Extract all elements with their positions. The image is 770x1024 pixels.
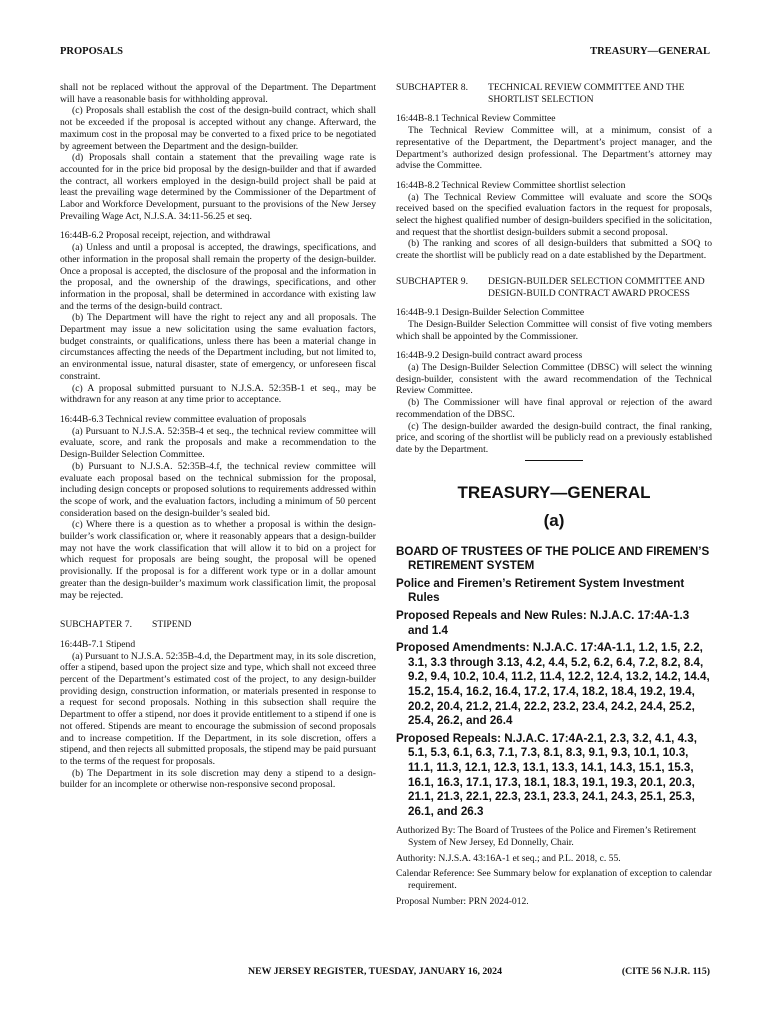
section-6-3-a: (a) Pursuant to N.J.S.A. 52:35B-4 et seq., the technical review committee will evaluate, score, and rank the proposals and make a recommendation to the Design-Builder Selection Committee. (60, 425, 376, 461)
section-6-2-c: (c) A proposal submitted pursuant to N.J.S.A. 52:35B-1 et seq., may be withdrawn for any reason at any time prior to acceptance. (60, 382, 376, 406)
proposed-repeals: Proposed Repeals: N.J.A.C. 17:4A-2.1, 2.3, 3.2, 4.1, 4.3, 5.1, 5.3, 6.1, 6.3, 7.1, 7.3, 8.1, 8.3, 9.1, 9.3, 10.1, 10.3, 11.1, 11.3, 12.1, 12.3, 13.1, 13.3, 14.1, 14.3, 15.1, 15.3, 16.1, 16.3, 17.1, 17.3, 18.1, 18.3, 19.1, 19.3, 20.1, 20.3, 21.1, 21.3, 22.1, 22.3, 23.1, 23.3, 24.1, 24.3, 25.1, 25.3, 26.1, and 26.3 (396, 731, 697, 818)
section-heading-9-1: 16:44B-9.1 Design-Builder Selection Committee (396, 307, 585, 319)
section-7-1-a: (a) Pursuant to N.J.S.A. 52:35B-4.d, the Department may, in its sole discretion, offer a stipend, based upon the project size and type, which shall not exceed three percent of the Department’s estimated cost of the project, to any design-builder providing design, construction information, or materials presented in response to a request for second proposals. Nothing in this subsection shall require the Department to offer a stipend, nor does it provide entitlement to a stipend if one is not offered. Stipends are meant to encourage the submission of second proposals and to increase competition. If the Department, in its sole discretion, offers a stipend, and then rejects all submitted proposals, the stipend may be paid pursuant to the terms of the request for proposals. (60, 650, 376, 767)
subchapter-label: SUBCHAPTER 9. (396, 275, 468, 287)
section-6-2-b: (b) The Department will have the right to reject any and all proposals. The Department may issue a new solicitation using the same evaluation factors, budget constraints, or qualifications, unless there has been a material change in circumstances affecting the needs of the Department including, but not limited to, an environmental issue, natural disaster, state of emergency, or unforeseen fiscal constraint. (60, 312, 376, 382)
notice-letter: (a) (543, 510, 565, 530)
paragraph-d: (d) Proposals shall contain a statement that the prevailing wage rate is accounted for in the price bid proposal by the design-builder and that if awarded the contract, all workers employed in the design-build project shall be paid at least the prevailing wage determined by the Commissioner of the Department of Labor and Workforce Development, pursuant to the provisions of the New Jersey Prevailing Wage Act, N.J.S.A. 34:11-56.25 et seq. (60, 152, 376, 222)
subchapter-title: STIPEND (152, 619, 192, 631)
board-heading: BOARD OF TRUSTEES OF THE POLICE AND FIREMEN’S RETIREMENT SYSTEM (396, 544, 710, 573)
section-heading-8-2: 16:44B-8.2 Technical Review Committee shortlist selection (396, 179, 626, 191)
rules-title: Police and Firemen’s Retirement System Investment Rules (396, 576, 685, 605)
section-9-2-c: (c) The design-builder awarded the design-build contract, the final ranking, price, and scoring of the shortlist will be publicly read on a previously established date by the Department. (396, 420, 712, 455)
right-column (396, 82, 712, 908)
subchapter-9-heading (396, 276, 712, 299)
proposed-new-rules: Proposed Repeals and New Rules: N.J.A.C. 17:4A-1.3 and 1.4 (396, 609, 690, 637)
authorized-by: Authorized By: The Board of Trustees of the Police and Firemen’s Retirement System of New Jersey, Ed Donnelly, Chair. (396, 825, 697, 849)
proposed-amendments: Proposed Amendments: N.J.A.C. 17:4A-1.1, 1.2, 1.5, 2.2, 3.1, 3.3 through 3.13, 4.2, 4.4, 5.2, 6.2, 6.4, 7.2, 8.2, 8.4, 9.2, 9.4, 10.2, 10.4, 11.2, 11.4, 12.2, 12.4, 13.2, 14.2, 14.4, 15.2, 15.4, 16.2, 16.4, 17.2, 17.4, 18.2, 18.4, 19.2, 19.4, 20.2, 20.4, 21.2, 21.4, 22.2, 23.2, 23.4, 24.2, 24.4, 25.2, 25.4, 26.2, and 26.4 (396, 641, 710, 728)
subchapter-label: SUBCHAPTER 7. (60, 619, 132, 631)
running-head-left: PROPOSALS (60, 46, 124, 57)
subchapter-7-heading (60, 619, 376, 631)
section-7-1-b: (b) The Department in its sole discretion may deny a stipend to a design-builder for an incomplete or otherwise non-responsive second proposal. (60, 767, 376, 791)
footer-citation: (CITE 56 N.J.R. 115) (621, 966, 710, 977)
section-heading-6-2: 16:44B-6.2 Proposal receipt, rejection, and withdrawal (60, 230, 271, 242)
section-6-3-c: (c) Where there is a question as to whether a proposal is within the design-builder’s work classification or, where it reasonably appears that a design-builder may not have the work classification that will allow it to bid on a project for which request for proposals are being sought, the proposal will be opened provisionally. If the proposal is for a different work type or in a dollar amount greater than the design-builder’s maximum work classification limit, the proposal may be rejected. (60, 519, 376, 601)
section-9-2-a: (a) The Design-Builder Selection Committee (DBSC) will select the winning design-builder, consistent with the award recommendation of the Technical Review Committee. (396, 362, 712, 397)
section-8-2-a: (a) The Technical Review Committee will evaluate and score the SOQs received based on the specified evaluation factors in the request for proposals, select the highest qualified number of design-builders specified in the solicitation, and request that the shortlist design-builders submit a second proposal. (396, 191, 712, 238)
paragraph-c: (c) Proposals shall establish the cost of the design-build contract, which shall not be exceeded if the proposal is accepted without any change. Afterward, the maximum cost in the proposal may be converted to a fixed price to be negotiated by agreement between the Department and the design-builder. (60, 105, 376, 152)
footer-register-date: NEW JERSEY REGISTER, TUESDAY, JANUARY 16, 2024 (248, 966, 502, 977)
agency-heading: TREASURY—GENERAL (457, 482, 651, 502)
subchapter-8-heading (396, 82, 712, 105)
running-head-right: TREASURY—GENERAL (590, 46, 710, 57)
section-heading-6-3: 16:44B-6.3 Technical review committee evaluation of proposals (60, 413, 307, 425)
authority: Authority: N.J.S.A. 43:16A-1 et seq.; and P.L. 2018, c. 55. (396, 852, 621, 864)
section-heading-7-1: 16:44B-7.1 Stipend (60, 638, 136, 650)
end-rule (525, 460, 583, 461)
left-column (60, 82, 376, 791)
page-footer (60, 966, 710, 980)
section-8-2-b: (b) The ranking and scores of all design-builders that submitted a SOQ to create the shortlist will be publicly read on a date established by the Department. (396, 238, 712, 262)
calendar-reference: Calendar Reference: See Summary below for explanation of exception to calendar requirement. (396, 868, 712, 892)
section-6-3-b: (b) Pursuant to N.J.S.A. 52:35B-4.f, the technical review committee will evaluate each proposal based on the technical submission for the proposal, including design concepts or proposed solutions to requirements addressed within the scope of work, and the evaluation factors, including a minimum of 50 percent consideration based on the design-builder’s sealed bid. (60, 460, 376, 519)
subchapter-label: SUBCHAPTER 8. (396, 82, 468, 93)
running-head (60, 46, 710, 60)
section-heading-9-2: 16:44B-9.2 Design-build contract award process (396, 350, 583, 362)
proposal-number: Proposal Number: PRN 2024-012. (396, 895, 529, 907)
section-6-2-a: (a) Unless and until a proposal is accepted, the drawings, specifications, and other information in the proposal shall remain the property of the design-builder. Once a proposal is accepted, the disclosure of the proposal and the information in the proposal, and the ownership of the drawings, specifications, and other information in the proposal, shall be determined in accordance with existing law and the terms of the design-build contract. (60, 242, 376, 312)
subchapter-title: TECHNICAL REVIEW COMMITTEE AND THE SHORTLIST SELECTION (488, 82, 685, 105)
paragraph-continued: shall not be replaced without the approval of the Department. The Department will have a reasonable basis for withholding approval. (60, 82, 376, 105)
section-9-2-b: (b) The Commissioner will have final approval or rejection of the award recommendation of the DBSC. (396, 397, 712, 420)
subchapter-title: DESIGN-BUILDER SELECTION COMMITTEE AND DESIGN-BUILD CONTRACT AWARD PROCESS (488, 275, 705, 299)
section-heading-8-1: 16:44B-8.1 Technical Review Committee (396, 113, 556, 125)
section-8-1-text: The Technical Review Committee will, at a minimum, consist of a representative of the Department, the Department’s project manager, and the Department’s authorized design professional. The Department’s attorney may advise the Committee. (396, 125, 712, 172)
section-9-1-text: The Design-Builder Selection Committee will consist of five voting members which shall be appointed by the Commissioner. (396, 318, 712, 342)
